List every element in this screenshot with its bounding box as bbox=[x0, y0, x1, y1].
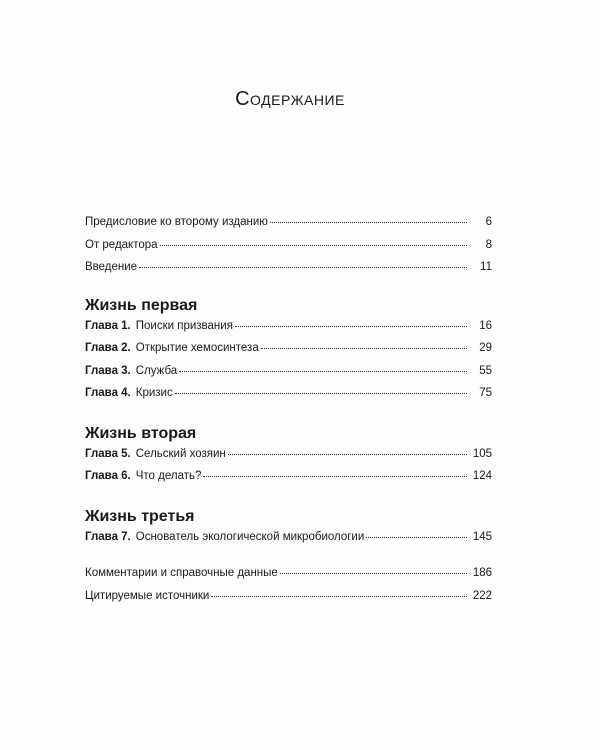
toc-entry-page: 55 bbox=[479, 364, 492, 377]
part-heading-3: Жизнь третья bbox=[85, 507, 195, 525]
part-heading-1: Жизнь первая bbox=[85, 296, 198, 314]
toc-entry-title: Предисловие ко второму изданию bbox=[85, 216, 268, 228]
dot-leader bbox=[139, 267, 467, 268]
dot-leader bbox=[175, 393, 467, 394]
toc-entry-title: От редактора bbox=[85, 238, 158, 251]
toc-entry-chapter-7[interactable] bbox=[85, 531, 492, 554]
toc-entry-preface[interactable] bbox=[85, 216, 492, 239]
dot-leader bbox=[179, 371, 467, 372]
toc-entry-page: 16 bbox=[479, 319, 492, 332]
toc-entry-page: 186 bbox=[472, 567, 492, 579]
toc-entry-editor[interactable] bbox=[85, 239, 492, 262]
toc-entry-page: 105 bbox=[472, 447, 492, 460]
toc-entry-introduction[interactable] bbox=[85, 261, 492, 284]
toc-entry-chapter-5[interactable] bbox=[85, 448, 492, 471]
toc-entry-page: 145 bbox=[472, 530, 492, 543]
toc-entry-title: Введение bbox=[85, 261, 138, 273]
dot-leader bbox=[228, 454, 467, 455]
toc-entry-chapter-4[interactable] bbox=[85, 387, 492, 410]
dot-leader bbox=[235, 326, 467, 327]
toc-entry-chapter-2[interactable] bbox=[85, 342, 492, 365]
dot-leader bbox=[203, 476, 467, 477]
toc-entry-page: 222 bbox=[472, 589, 492, 602]
toc-entry-chapter-3[interactable] bbox=[85, 365, 492, 388]
toc-entry-comments[interactable] bbox=[85, 567, 492, 590]
dot-leader bbox=[280, 573, 467, 574]
toc-entry-page: 8 bbox=[485, 238, 492, 251]
dot-leader bbox=[211, 596, 467, 597]
dot-leader bbox=[261, 348, 467, 349]
toc-entry-title: Сельский хозяин bbox=[135, 447, 226, 460]
toc-entry-title: Открытие хемосинтеза bbox=[135, 342, 259, 354]
toc-entry-page: 11 bbox=[480, 261, 492, 273]
toc-entry-page: 124 bbox=[472, 470, 492, 482]
toc-entry-chapter-6[interactable] bbox=[85, 470, 492, 493]
chapter-label: Глава 3. bbox=[85, 364, 131, 377]
table-of-contents bbox=[85, 216, 492, 612]
dot-leader bbox=[366, 537, 467, 538]
chapter-label: Глава 5. bbox=[85, 447, 131, 460]
dot-leader bbox=[160, 245, 467, 246]
toc-entry-title: Служба bbox=[135, 364, 178, 377]
toc-entry-title: Кризис bbox=[135, 387, 173, 399]
toc-entry-title: Что делать? bbox=[135, 470, 202, 482]
chapter-label: Глава 1. bbox=[85, 319, 131, 332]
toc-entry-title: Основатель экологической микробиологии bbox=[135, 530, 365, 543]
toc-entry-title: Поиски призвания bbox=[135, 319, 233, 332]
part-heading-2: Жизнь вторая bbox=[85, 424, 197, 442]
toc-entry-page: 29 bbox=[479, 342, 492, 354]
toc-entry-page: 75 bbox=[479, 387, 492, 399]
dot-leader bbox=[270, 222, 467, 223]
page-title: Содержание bbox=[235, 88, 345, 110]
toc-entry-title: Комментарии и справочные данные bbox=[85, 567, 278, 579]
toc-entry-title: Цитируемые источники bbox=[85, 589, 210, 602]
chapter-label: Глава 6. bbox=[85, 470, 131, 482]
chapter-label: Глава 2. bbox=[85, 342, 131, 354]
toc-entry-references[interactable] bbox=[85, 590, 492, 613]
toc-entry-page: 6 bbox=[485, 216, 492, 228]
toc-entry-chapter-1[interactable] bbox=[85, 320, 492, 343]
chapter-label: Глава 4. bbox=[85, 387, 131, 399]
chapter-label: Глава 7. bbox=[85, 530, 131, 543]
